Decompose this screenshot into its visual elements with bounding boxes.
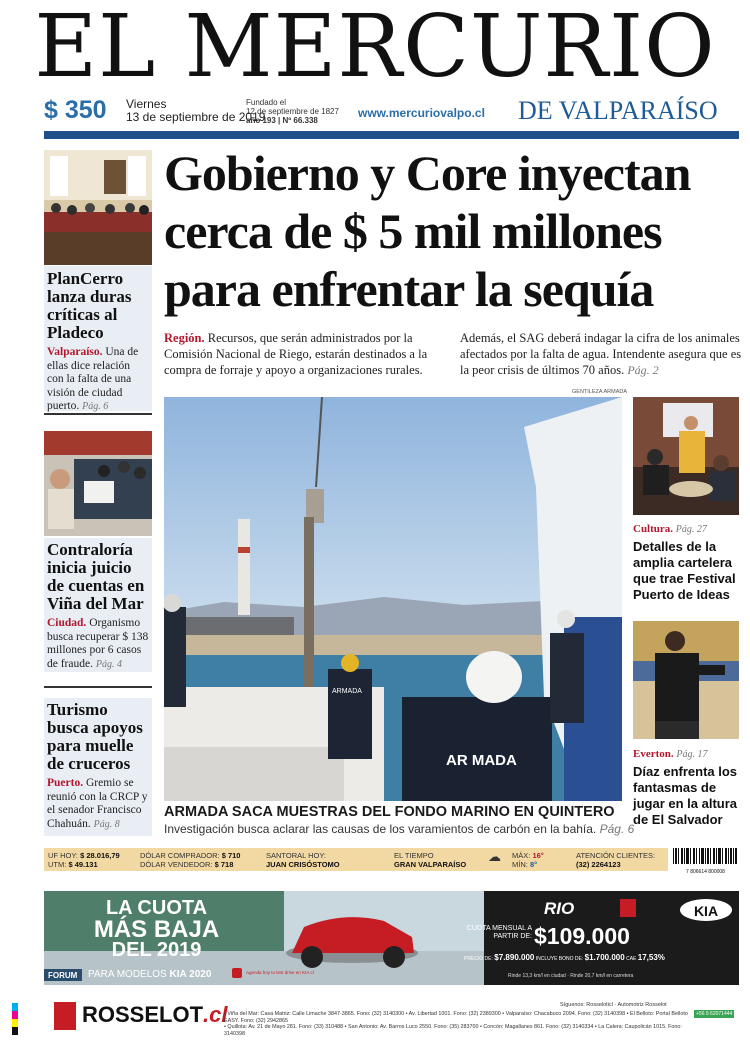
ad-line-2: MÁS BAJA: [93, 916, 220, 943]
story-2-box[interactable]: [44, 538, 152, 672]
meeting-photo: [44, 150, 152, 265]
story-3-text: Gremio se reunió con la CRCP y el senador Francisco Chahuán.: [47, 777, 148, 830]
story-1-page[interactable]: Pág. 6: [82, 401, 109, 412]
uf-value: $ 28.016,79: [80, 851, 120, 860]
story-2-photo[interactable]: [44, 431, 152, 536]
barcode: [672, 848, 739, 875]
ad-cae-label: CAE: [626, 956, 637, 962]
ad-line-3: DEL 2019: [111, 939, 202, 961]
atencion: [576, 851, 655, 869]
santoral-label: SANTORAL HOY:: [266, 851, 327, 860]
santoral: [266, 851, 340, 869]
rosselot-name: ROSSELOT: [82, 1002, 204, 1027]
contraloria-photo: [44, 431, 152, 536]
barcode-number: 7 806614 800008: [686, 869, 725, 875]
ad-precio-label: PRECIO DE:: [464, 956, 493, 962]
utm-label: UTM:: [48, 860, 67, 869]
photo-credit: GENTILEZA ARMADA: [572, 389, 628, 395]
info-bar: [44, 848, 668, 871]
culture-story[interactable]: [633, 523, 739, 603]
max-value: 16°: [532, 851, 544, 860]
culture-kicker: Cultura.: [633, 523, 674, 535]
ad-line-1: LA CUOTA: [105, 897, 208, 919]
everton-story[interactable]: [633, 748, 739, 828]
lead-page-ref[interactable]: Pág. 2: [627, 363, 659, 377]
ad-fuel: Rinde 13,3 km/l en ciudad · Rinde 20,7 km/l en carretera: [508, 973, 634, 979]
culture-page[interactable]: Pág. 27: [675, 524, 707, 535]
dolar-v-label: DÓLAR VENDEDOR:: [140, 860, 213, 869]
min-value: 8°: [529, 860, 538, 869]
issue-date: [126, 98, 265, 124]
culture-headline[interactable]: Detalles de la amplia cartelera que trae Festival Puerto de Ideas: [633, 539, 736, 602]
everton-photo[interactable]: [633, 621, 739, 739]
everton-page[interactable]: Pág. 17: [676, 749, 708, 760]
santoral-value: JUAN CRISÓSTOMO: [266, 860, 340, 869]
founded-info: [246, 98, 339, 125]
ad-models-label: PARA MODELOS: [88, 969, 167, 980]
whatsapp-phone[interactable]: +56 9 62071444: [696, 1011, 733, 1017]
story-1-headline[interactable]: PlanCerro lanza duras críticas al Pladeco: [47, 269, 132, 342]
cloud-icon: ☁: [488, 849, 501, 864]
atencion-label: ATENCIÓN CLIENTES:: [576, 851, 656, 860]
photo-caption-body: [164, 822, 634, 836]
story-2-text: Organismo busca recuperar $ 138 millones por 6 casos de fraude.: [47, 617, 149, 670]
ad-models-brand: KIA 2020: [169, 969, 212, 980]
kia-logo: KIA: [693, 903, 719, 919]
everton-kicker: Everton.: [633, 748, 674, 760]
coach-photo: [633, 621, 739, 739]
main-photo[interactable]: [164, 397, 622, 801]
issue-date-full: 13 de septiembre de 2019: [126, 110, 266, 124]
story-1-photo[interactable]: [44, 150, 152, 265]
lead-deck-right: [460, 330, 745, 378]
ad-cae-value: 17,53%: [637, 953, 665, 962]
lead-deck-right-text: Además, el SAG deberá indagar la cifra de los animales afectados por la falta de agua. Intendente asegura que es la peor crisis de últimos 70 años.: [460, 331, 742, 377]
utm-value: $ 49.131: [68, 860, 98, 869]
ad-cuota-value: $109.000: [534, 923, 630, 949]
story-3-page[interactable]: Pág. 8: [93, 818, 120, 830]
issue-day: Viernes: [126, 97, 167, 111]
dealer-fine-print: [224, 1011, 689, 1048]
ad-bono-label: INCLUYE BONO DE:: [535, 956, 584, 962]
ad-slogan: [84, 898, 229, 961]
dolar: [140, 851, 240, 869]
story-1-kicker: Valparaíso.: [47, 346, 103, 358]
ad-precio-value: $7.890.000: [494, 953, 535, 962]
ad-forum: FORUM: [48, 971, 78, 980]
story-1-box[interactable]: [44, 266, 152, 411]
dolar-c-value: $ 710: [221, 851, 241, 860]
story-1-text: Una de ellas dice relación con la falta de una visión de ciudad puerto.: [47, 346, 139, 412]
color-registration-bar: [12, 1003, 18, 1035]
photo-caption-page[interactable]: Pág. 6: [599, 822, 635, 836]
tiempo-value: GRAN VALPARAÍSO: [394, 860, 467, 869]
lead-deck-left-text: Recursos, que serán administrados por la Comisión Nacional de Riego, estarán destinados a la compra de forraje y apoyo a organizaciones rurales.: [164, 331, 428, 377]
founded-label: Fundado el: [246, 98, 287, 107]
lead-headline-line-3: para enfrentar la sequía: [164, 261, 654, 317]
dolar-c-label: DÓLAR COMPRADOR:: [140, 851, 220, 860]
navy-sampling-photo: [164, 397, 622, 801]
uf-label: UF HOY:: [48, 851, 79, 860]
photo-caption-text: Investigación busca aclarar las causas de los varamientos de carbón en la bahía.: [164, 822, 597, 836]
rosselot-logo: [82, 1002, 227, 1028]
masthead-title: EL MERCURIO: [34, 0, 716, 97]
ad-price-row: [464, 953, 665, 962]
festival-photo: [633, 397, 739, 515]
story-2-kicker: Ciudad.: [47, 617, 87, 629]
tiempo: [394, 851, 466, 869]
culture-photo[interactable]: [633, 397, 739, 515]
fine-print-1: • Viña del Mar: Casa Matriz: Calle Limache 3847-3865. Fono: (32) 3140300 • Av. Libertad 1001. Fono: (32) 2389300 • Valparaíso: Chacabuco 2094. Fono: (32) 3140398 • El Belloto: Portal Belloto EASY. Fono: (32) 2942865: [224, 1011, 688, 1024]
story-2-body: [47, 617, 149, 671]
rosselot-logo-icon: [54, 1002, 76, 1030]
left-divider-1: [44, 413, 152, 415]
rosselot-tld: .cl: [203, 1002, 228, 1027]
fine-print-2: • Quillota: Av. 21 de Mayo 281. Fono: (33) 310488 • San Antonio: Av. Barros Luco 2550. Fono: (35) 283700 • Concón: Magallanes 861. Fono: (32) 3140334 • La Calera: Caupolicán 1015. Fono: 3140398: [224, 1024, 682, 1037]
photo-caption-title: ARMADA SACA MUESTRAS DEL FONDO MARINO EN QUINTERO: [164, 804, 615, 820]
lead-headline-line-2: cerca de $ 5 mil millones: [164, 203, 662, 259]
cover-price: $ 350: [44, 96, 107, 124]
issue-number: año 193 | Nº 66.338: [246, 116, 318, 125]
ad-agenda[interactable]: Agenda hoy tu test drive en KIA.cl: [246, 970, 314, 975]
left-divider-2: [44, 686, 152, 688]
temperatures: [512, 851, 544, 869]
masthead-city: DE VALPARAÍSO: [518, 96, 718, 125]
helmet-text-1: ARMADA: [332, 688, 362, 695]
social-line: Síguenos: Rosseloticl · Automotriz Rosselot: [560, 1002, 667, 1008]
atencion-value[interactable]: (32) 2264123: [576, 860, 621, 869]
masthead-divider: [44, 131, 739, 139]
tiempo-label: EL TIEMPO: [394, 851, 434, 860]
founded-date: 12 de septiembre de 1827: [246, 107, 339, 116]
ad-cuota-label: CUOTA MENSUAL A PARTIR DE:: [466, 925, 532, 940]
culture-kicker-line: [633, 523, 739, 535]
story-3-kicker: Puerto.: [47, 777, 84, 789]
lead-deck-left: [164, 330, 449, 378]
story-3-box[interactable]: [44, 698, 152, 836]
barcode-bars: [672, 848, 739, 864]
kia-ad[interactable]: [44, 891, 739, 985]
story-3-headline[interactable]: Turismo busca apoyos para muelle de cruceros: [47, 700, 143, 773]
story-3-body: [47, 777, 149, 831]
story-2-headline[interactable]: Contraloría inicia juicio de cuentas en Viña del Mar: [47, 540, 145, 613]
ad-model-rio: RIO: [544, 899, 575, 918]
lead-kicker: Región.: [164, 331, 205, 345]
uf-utm: [48, 851, 120, 869]
lead-headline-line-1: Gobierno y Core inyectan: [164, 145, 691, 201]
max-label: MÁX:: [512, 851, 531, 860]
ad-bono-value: $1.700.000: [584, 953, 625, 962]
story-1-body: [47, 346, 149, 414]
story-2-page[interactable]: Pág. 4: [95, 658, 122, 670]
helmet-text-2: AR MADA: [446, 752, 517, 769]
everton-kicker-line: [633, 748, 739, 760]
lead-headline[interactable]: [164, 144, 744, 318]
dolar-v-value: $ 718: [214, 860, 234, 869]
ad-models: [88, 969, 211, 980]
everton-headline[interactable]: Díaz enfrenta los fantasmas de jugar en la altura de El Salvador: [633, 764, 738, 827]
website-link[interactable]: www.mercuriovalpo.cl: [358, 106, 485, 120]
min-label: MÍN:: [512, 860, 528, 869]
